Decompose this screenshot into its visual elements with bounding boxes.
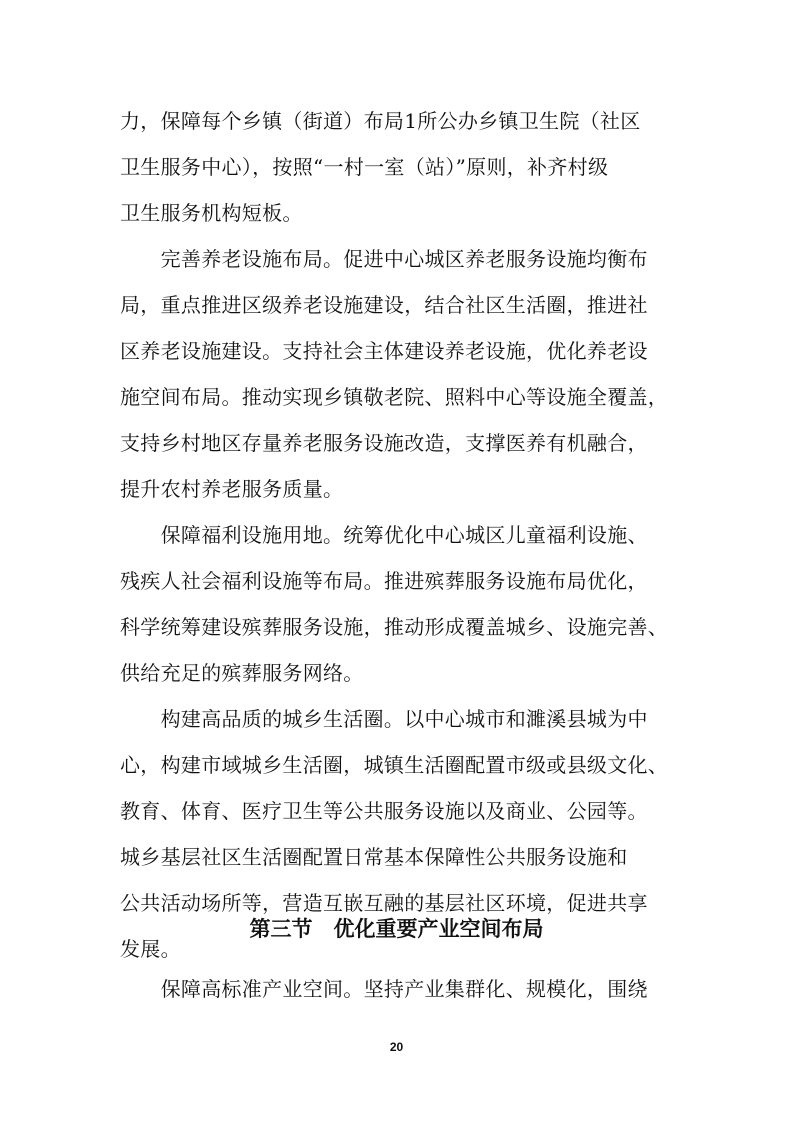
page-number: 20 xyxy=(389,1040,404,1054)
text-line: 科学统筹建设殡葬服务设施，推动形成覆盖城乡、设施完善、 xyxy=(120,615,669,639)
text-line: 城乡基层社区生活圈配置日常基本保障性公共服务设施和 xyxy=(120,845,628,869)
text-line: 力，保障每个乡镇（街道）布局1所公办乡镇卫生院（社区 xyxy=(120,109,641,133)
text-line: 发展。 xyxy=(120,937,181,961)
text-line: 保障福利设施用地。统筹优化中心城区儿童福利设施、 xyxy=(120,523,648,547)
text-line: 残疾人社会福利设施等布局。推进殡葬服务设施布局优化， xyxy=(120,569,648,593)
text-line: 支持乡村地区存量养老服务设施改造，支撑医养有机融合， xyxy=(120,431,648,455)
text-line: 构建高品质的城乡生活圈。以中心城市和濉溪县城为中 xyxy=(120,707,648,731)
text-line: 卫生服务中心），按照“一村一室（站）”原则，补齐村级 xyxy=(120,155,609,179)
text-line: 公共活动场所等，营造互嵌互融的基层社区环境，促进共享 xyxy=(120,891,648,915)
body-text xyxy=(120,98,680,972)
text-line: 卫生服务机构短板。 xyxy=(120,201,303,225)
body-text-continued xyxy=(120,966,680,1012)
text-line: 保障高标准产业空间。坚持产业集群化、规模化，围绕 xyxy=(120,977,648,1001)
text-line: 供给充足的殡葬服务网络。 xyxy=(120,661,364,685)
text-line: 区养老设施建设。支持社会主体建设养老设施，优化养老设 xyxy=(120,339,648,363)
text-line: 心，构建市域城乡生活圈，城镇生活圈配置市级或县级文化、 xyxy=(120,753,669,777)
text-line: 教育、体育、医疗卫生等公共服务设施以及商业、公园等。 xyxy=(120,799,648,823)
text-line: 施空间布局。推动实现乡镇敬老院、照料中心等设施全覆盖， xyxy=(120,385,669,409)
text-line: 完善养老设施布局。促进中心城区养老服务设施均衡布 xyxy=(120,247,648,271)
text-line: 局，重点推进区级养老设施建设，结合社区生活圈，推进社 xyxy=(120,293,648,317)
section-heading: 第三节 优化重要产业空间布局 xyxy=(249,917,544,941)
text-line: 提升农村养老服务质量。 xyxy=(120,477,344,501)
